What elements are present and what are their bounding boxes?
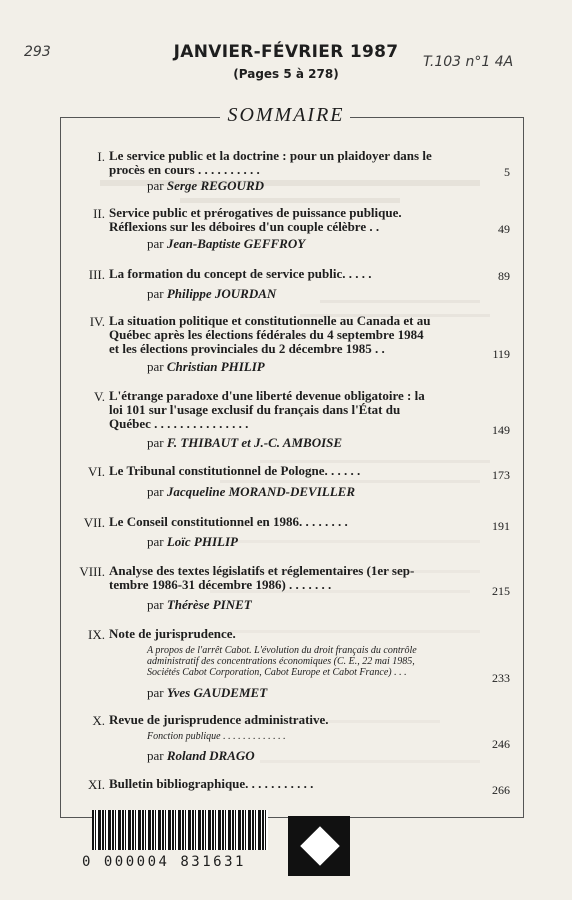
entry-subtitle: A propos de l'arrêt Cabot. L'évolution du droit français du contrôle administratif des concentrations économiques (C. E., 22 mai 1985, Sociétés Cabot Corporation, Cabot Europe et Cabot France) . . . bbox=[147, 645, 417, 678]
entry-title: Note de jurisprudence. bbox=[109, 626, 236, 641]
entry-author: par Yves GAUDEMET bbox=[147, 685, 268, 700]
entry-number: IX. bbox=[88, 627, 105, 642]
entry-title: Le Tribunal constitutionnel de Pologne. . . . . . bbox=[109, 463, 361, 478]
entry-number: IV. bbox=[89, 314, 105, 329]
entry-number: VIII. bbox=[79, 564, 105, 579]
barcode-number: 0 000004 831631 bbox=[82, 854, 246, 870]
entry-author: par F. THIBAUT et J.-C. AMBOISE bbox=[147, 435, 343, 450]
entry-author: par Loïc PHILIP bbox=[147, 534, 238, 549]
entry-number: V. bbox=[94, 389, 105, 404]
entry-author: par Roland DRAGO bbox=[147, 748, 255, 763]
entry-page: 173 bbox=[492, 468, 510, 482]
entry-title: Le service public et la doctrine : pour un plaidoyer dans le procès en cours . . . . . . . . . . bbox=[109, 148, 432, 177]
entry-page: 233 bbox=[492, 671, 510, 685]
handwritten-note: T.103 n°1 4A bbox=[423, 54, 514, 70]
entry-title: L'étrange paradoxe d'une liberté devenue obligatoire : la loi 101 sur l'usage exclusif du français dans l'État du Québec . . . . . . . . . . . . . . . bbox=[109, 388, 425, 431]
entry-author: par Christian PHILIP bbox=[147, 359, 265, 374]
entry-author: par Jacqueline MORAND-DEVILLER bbox=[147, 484, 356, 499]
entry-number: I. bbox=[97, 149, 105, 164]
entry-number: VII. bbox=[83, 515, 105, 530]
entry-title: La formation du concept de service public. . . . . bbox=[109, 266, 372, 281]
entry-author: par Serge REGOURD bbox=[147, 178, 265, 193]
entry-page: 89 bbox=[498, 269, 510, 283]
entry-page: 149 bbox=[492, 423, 510, 437]
entry-page: 266 bbox=[492, 783, 510, 797]
entry-page: 246 bbox=[492, 737, 510, 751]
entry-number: II. bbox=[93, 206, 105, 221]
entry-author: par Thérèse PINET bbox=[147, 597, 252, 612]
barcode bbox=[92, 810, 268, 850]
entry-author: par Jean-Baptiste GEFFROY bbox=[147, 236, 306, 251]
entry-author: par Philippe JOURDAN bbox=[147, 286, 277, 301]
entry-number: III. bbox=[88, 267, 105, 282]
entry-title: Analyse des textes législatifs et réglementaires (1er sep- tembre 1986-31 décembre 1986) . . . . . . . bbox=[109, 563, 415, 592]
contents-heading: SOMMAIRE bbox=[227, 104, 345, 126]
publisher-logo bbox=[288, 816, 350, 876]
entry-title: La situation politique et constitutionnelle au Canada et au Québec après les élections fédérales du 4 septembre 1984 et les élections provinciales du 2 décembre 1985 . . bbox=[109, 313, 431, 356]
entry-page: 119 bbox=[492, 347, 510, 361]
entry-title: Revue de jurisprudence administrative. bbox=[109, 712, 329, 727]
issue-title: JANVIER-FÉVRIER 1987 bbox=[173, 42, 399, 62]
entry-title: Le Conseil constitutionnel en 1986. . . . . . . . bbox=[109, 514, 348, 529]
page-range: (Pages 5 à 278) bbox=[233, 67, 339, 81]
entry-page: 5 bbox=[504, 165, 510, 179]
entry-title: Bulletin bibliographique. . . . . . . . . . . bbox=[109, 776, 314, 791]
entry-number: X. bbox=[92, 713, 105, 728]
handwritten-number: 293 bbox=[24, 44, 51, 60]
entry-number: XI. bbox=[88, 777, 105, 792]
entry-page: 215 bbox=[492, 584, 510, 598]
entry-page: 49 bbox=[498, 222, 510, 236]
entry-number: VI. bbox=[88, 464, 105, 479]
entry-subtitle: Fonction publique . . . . . . . . . . . . . bbox=[147, 731, 286, 742]
entry-page: 191 bbox=[492, 519, 510, 533]
entry-title: Service public et prérogatives de puissance publique. Réflexions sur les déboires d'un couple célèbre . . bbox=[109, 205, 402, 234]
